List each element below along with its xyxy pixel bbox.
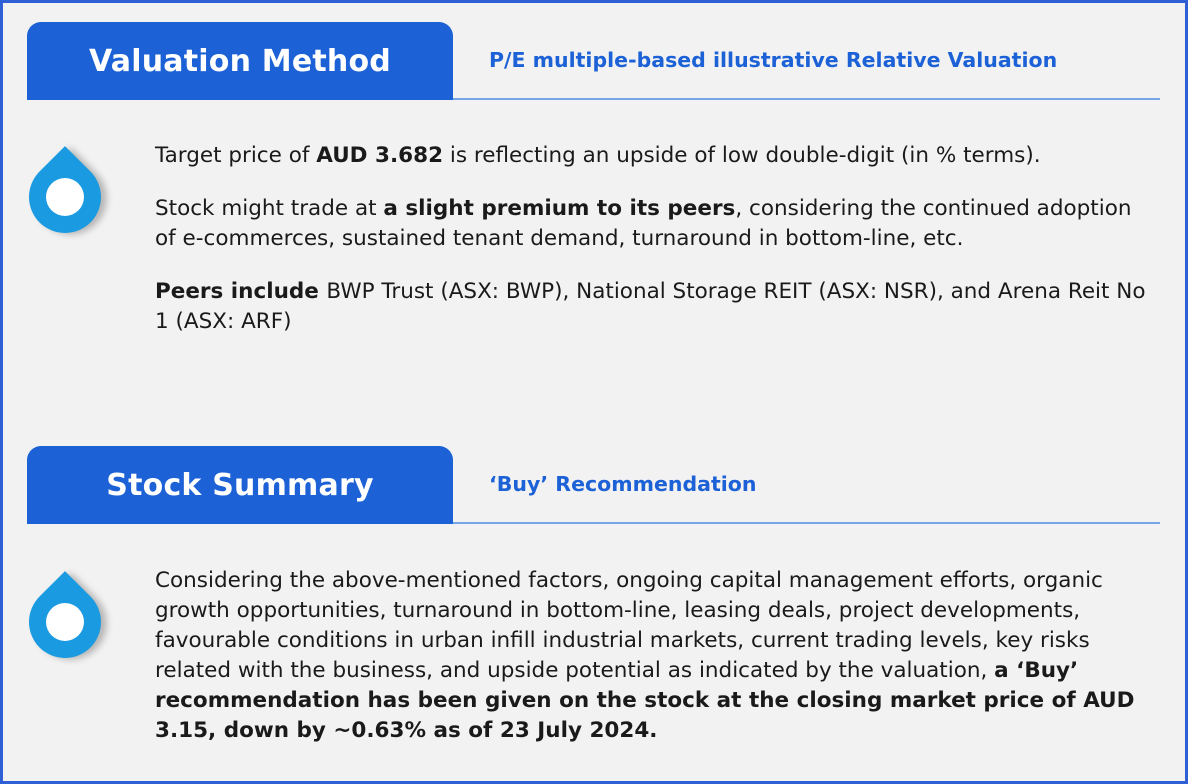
emphasis-text: a slight premium to its peers: [383, 195, 736, 221]
body-text: Considering the above-mentioned factors, ongoing capital management efforts, organic growth opportunities, turnaround in bottom-line, leasing deals, project developments, favourable conditions in urban infill industrial markets, current trading levels, key risks related with the business, and upside potential as indicated by the valuation,: [155, 568, 1103, 684]
body-text: BWP Trust (ASX: BWP), National Storage REIT (ASX: NSR), and Arena Reit No 1 (ASX: ARF): [155, 278, 1146, 335]
body-paragraph: [155, 194, 1155, 255]
body-text: Stock might trade at: [155, 195, 384, 221]
section-tab-valuation-method: [27, 22, 453, 100]
section-subtitle-label: ‘Buy’ Recommendation: [489, 472, 757, 496]
section-body-valuation-method: [155, 141, 1155, 338]
section-subtitle-label: P/E multiple-based illustrative Relative Valuation: [489, 48, 1058, 72]
section-body-stock-summary: [155, 566, 1155, 747]
teardrop-bullet-icon: [29, 161, 127, 233]
body-text: Target price of: [155, 143, 317, 168]
section-header-stock-summary: [27, 446, 1160, 524]
body-text: is reflecting an upside of low double-digit (in % terms).: [443, 143, 1041, 168]
section-tab-stock-summary: [27, 446, 453, 524]
section-stock-summary: [3, 446, 1185, 524]
section-valuation-method: [3, 22, 1185, 100]
section-subtitle-container-valuation-method: [453, 22, 1160, 100]
bullet-inner-circle: [46, 178, 84, 216]
bullet-inner-circle: [46, 603, 84, 641]
section-header-valuation-method: [27, 22, 1160, 100]
body-paragraph: [155, 141, 1155, 172]
section-subtitle-container-stock-summary: [453, 446, 1160, 524]
body-paragraph: [155, 277, 1155, 338]
section-tab-label: Valuation Method: [89, 43, 391, 79]
body-paragraph: [155, 566, 1155, 747]
teardrop-bullet-icon: [29, 586, 127, 658]
emphasis-text: Peers include: [155, 278, 327, 304]
section-tab-label: Stock Summary: [106, 467, 374, 503]
emphasis-text: a ‘Buy’ recommendation has been given on the stock at the closing market price of AUD 3.15, down by ~0.63% as of 23 July 2024.: [155, 658, 1135, 744]
emphasis-text: AUD 3.682: [316, 143, 444, 168]
body-text: , considering the continued adoption of e-commerces, sustained tenant demand, turnaround in bottom-line, etc.: [155, 195, 1132, 252]
